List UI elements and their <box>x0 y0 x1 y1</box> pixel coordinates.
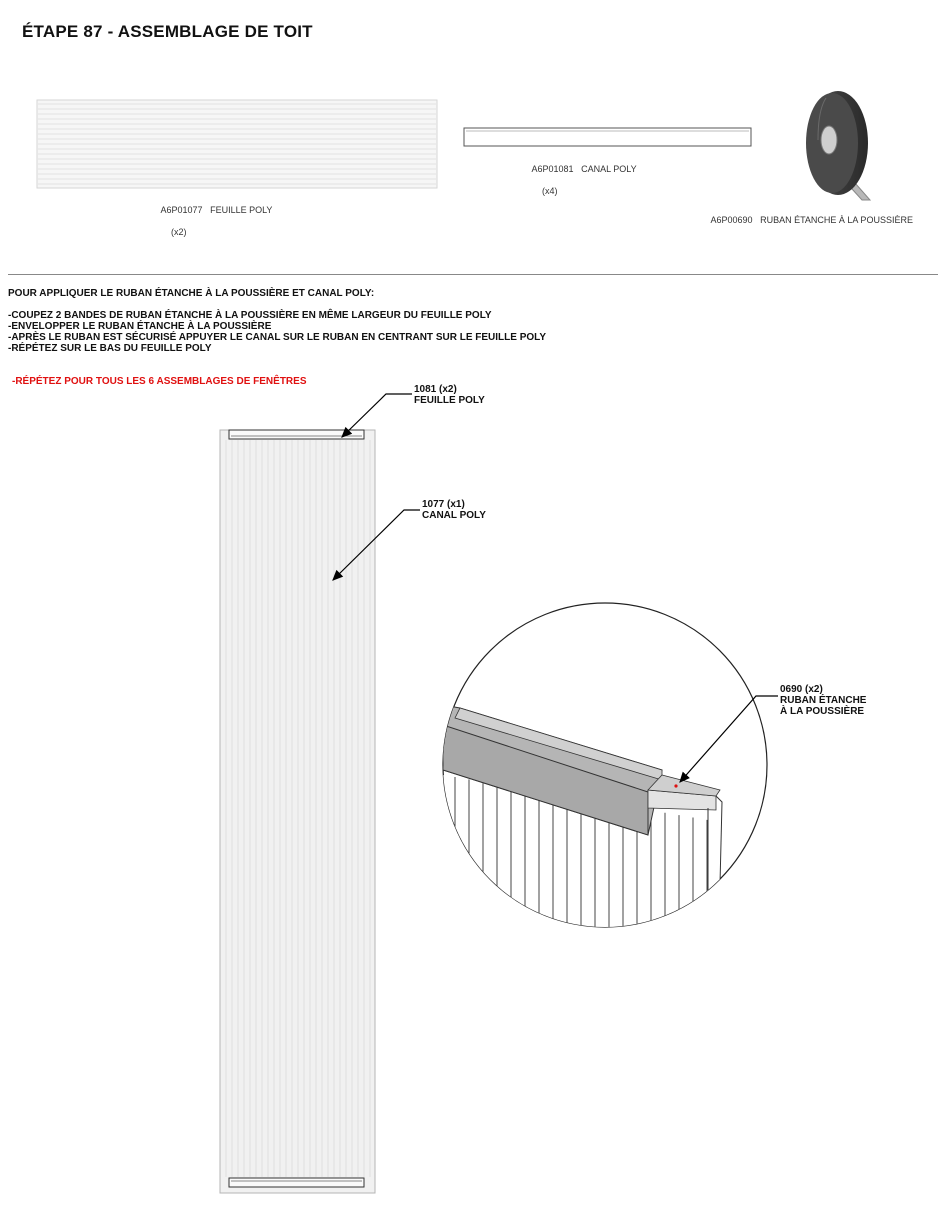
part-name: FEUILLE POLY <box>210 205 273 215</box>
vertical-poly-sheet <box>220 430 375 1193</box>
part-code: A6P01081 <box>531 164 574 174</box>
part-qty: (x4) <box>542 186 558 196</box>
part-label-tape <box>706 204 913 226</box>
poly-channel-part-image <box>464 128 751 146</box>
instruction-step: -RÉPÉTEZ SUR LE BAS DU FEUILLE POLY <box>8 343 212 354</box>
callout-top <box>414 384 485 406</box>
page-title: ÉTAPE 87 - ASSEMBLAGE DE TOIT <box>22 22 313 41</box>
callout-name: RUBAN ÉTANCHE <box>780 695 867 706</box>
callout-code: 1081 (x2) <box>414 384 457 395</box>
part-code: A6P00690 <box>710 215 753 225</box>
instruction-step: -COUPEZ 2 BANDES DE RUBAN ÉTANCHE À LA POUSSIÈRE EN MÊME LARGEUR DU FEUILLE POLY <box>8 310 492 321</box>
callout-name: CANAL POLY <box>422 510 486 521</box>
callout-detail <box>780 684 866 717</box>
callout-name: À LA POUSSIÈRE <box>780 706 865 717</box>
part-code: A6P01077 <box>160 205 203 215</box>
instruction-step: -APRÈS LE RUBAN EST SÉCURISÉ APPUYER LE CANAL SUR LE RUBAN EN CENTRANT SUR LE FEUILLE POLY <box>8 332 547 343</box>
part-label-poly-sheet <box>156 194 272 238</box>
instruction-step: -ENVELOPPER LE RUBAN ÉTANCHE À LA POUSSIÈRE <box>8 321 272 332</box>
instructions-heading: POUR APPLIQUER LE RUBAN ÉTANCHE À LA POUSSIÈRE ET CANAL POLY: <box>8 288 375 299</box>
detail-view-circle <box>443 603 767 1000</box>
part-qty: (x2) <box>171 227 187 237</box>
part-name: RUBAN ÉTANCHE À LA POUSSIÈRE <box>760 215 913 225</box>
poly-sheet-part-image <box>37 100 437 188</box>
callout-code: 0690 (x2) <box>780 684 823 695</box>
part-name: CANAL POLY <box>581 164 637 174</box>
callout-name: FEUILLE POLY <box>414 395 485 406</box>
instructions-steps <box>8 310 546 354</box>
repeat-warning: -RÉPÉTEZ POUR TOUS LES 6 ASSEMBLAGES DE FENÊTRES <box>12 376 307 387</box>
callout-middle <box>422 499 486 521</box>
callout-code: 1077 (x1) <box>422 499 465 510</box>
section-divider <box>8 274 938 275</box>
tape-roll-part-image <box>806 91 870 200</box>
part-label-poly-channel <box>527 153 637 197</box>
